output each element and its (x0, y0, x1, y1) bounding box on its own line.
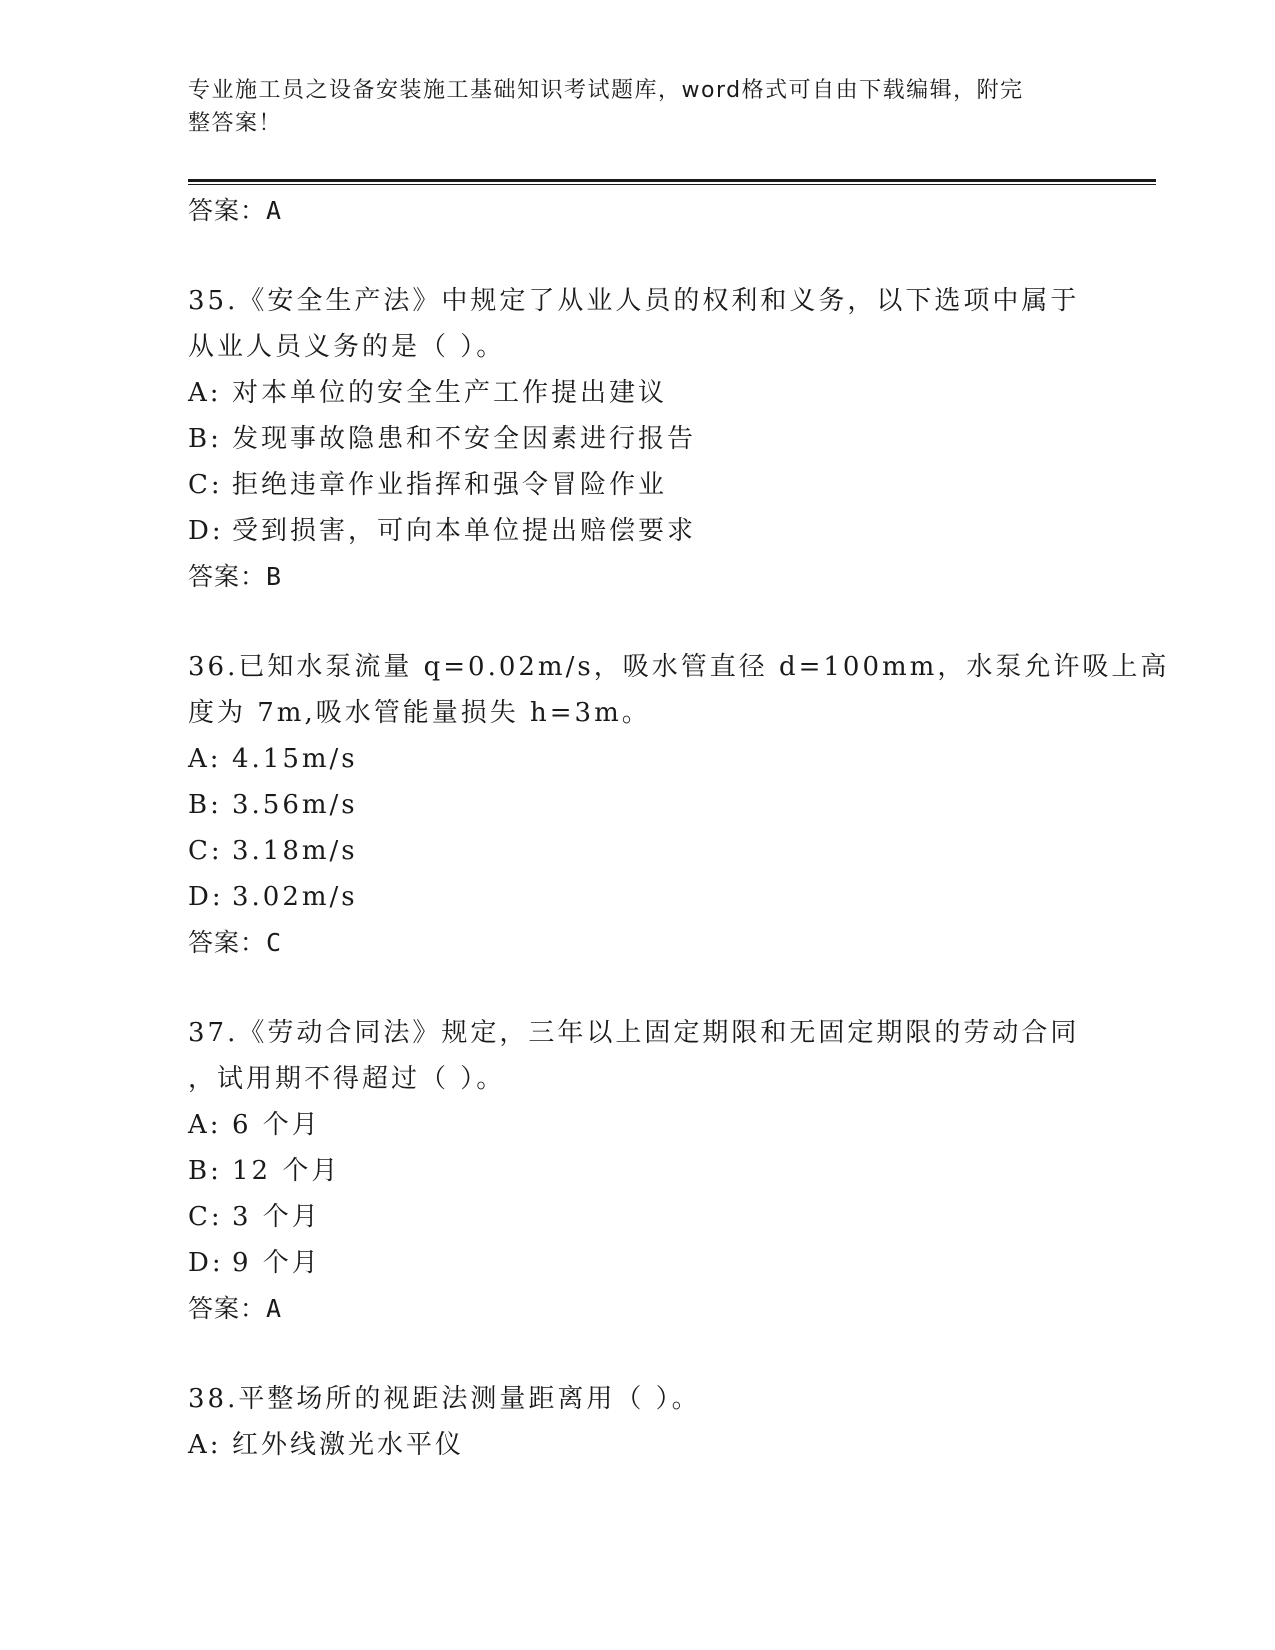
question-block (188, 1376, 1088, 1468)
option-key: B: (188, 790, 222, 820)
option-key: D: (188, 1248, 224, 1278)
option-key: D: (188, 516, 224, 546)
option-b (188, 1148, 1088, 1194)
option-key: B: (188, 1156, 222, 1186)
option-key: C: (188, 836, 223, 866)
answer-label: 答案： (188, 1294, 267, 1323)
option-text: 3.56m/s (232, 790, 358, 820)
question-block (188, 278, 1088, 600)
option-text: 拒绝违章作业指挥和强令冒险作业 (232, 470, 668, 500)
option-text: 6 个月 (232, 1110, 321, 1140)
option-text: 3 个月 (232, 1202, 321, 1232)
option-key: A: (188, 1430, 222, 1460)
option-key: C: (188, 1202, 223, 1232)
question-text-line: 从业人员义务的是（ ）。 (188, 332, 506, 362)
option-key: A: (188, 378, 222, 408)
answer-label: 答案： (188, 928, 267, 957)
option-a (188, 370, 1088, 416)
option-key: A: (188, 744, 222, 774)
option-text: 受到损害，可向本单位提出赔偿要求 (232, 516, 697, 546)
option-text: 对本单位的安全生产工作提出建议 (232, 378, 668, 408)
question-text-line: ，试用期不得超过（ ）。 (188, 1064, 506, 1094)
header-divider-thick (188, 179, 1156, 182)
answer-label: 答案： (188, 562, 267, 591)
option-c (188, 1194, 1088, 1240)
option-text: 发现事故隐患和不安全因素进行报告 (232, 424, 697, 454)
answer-line (188, 920, 1088, 966)
option-text: 3.18m/s (232, 836, 358, 866)
option-a (188, 1422, 1088, 1468)
option-b (188, 416, 1088, 462)
question-text-line: 37.《劳动合同法》规定，三年以上固定期限和无固定期限的劳动合同 (188, 1018, 1080, 1048)
option-d (188, 1240, 1088, 1286)
option-text: 9 个月 (232, 1248, 321, 1278)
answer-line (188, 554, 1088, 600)
question-list (188, 188, 1170, 1468)
answer-value: C (266, 928, 283, 957)
header-divider-thin (188, 184, 1156, 185)
option-text: 12 个月 (232, 1156, 341, 1186)
question-text-line: 38.平整场所的视距法测量距离用（ ）。 (188, 1384, 701, 1414)
option-d (188, 874, 1088, 920)
option-text: 3.02m/s (232, 882, 358, 912)
question-text-line: 36.已知水泵流量 q=0.02m/s，吸水管直径 d=100mm，水泵允许吸上高 (188, 652, 1170, 682)
question-block (188, 644, 1170, 966)
option-b (188, 782, 1088, 828)
page-header (188, 74, 1078, 140)
option-c (188, 828, 1088, 874)
option-a (188, 1102, 1088, 1148)
answer-label: 答案： (188, 196, 267, 225)
option-text: 4.15m/s (232, 744, 358, 774)
answer-line (188, 188, 1088, 234)
option-a (188, 736, 1088, 782)
header-line-1: 专业施工员之设备安装施工基础知识考试题库，word格式可自由下载编辑，附完 (188, 78, 1024, 103)
option-key: C: (188, 470, 223, 500)
option-key: D: (188, 882, 224, 912)
question-block (188, 1010, 1088, 1332)
answer-line (188, 1286, 1088, 1332)
option-c (188, 462, 1088, 508)
answer-value: A (266, 1294, 283, 1323)
option-key: B: (188, 424, 222, 454)
header-line-2: 整答案！ (188, 111, 283, 136)
option-key: A: (188, 1110, 222, 1140)
option-d (188, 508, 1088, 554)
option-text: 红外线激光水平仪 (232, 1430, 465, 1460)
answer-value: B (266, 562, 283, 591)
question-text-line: 35.《安全生产法》中规定了从业人员的权利和义务，以下选项中属于 (188, 286, 1080, 316)
answer-value: A (266, 196, 283, 225)
question-text-line: 度为 7m,吸水管能量损失 h=3m。 (188, 698, 651, 728)
